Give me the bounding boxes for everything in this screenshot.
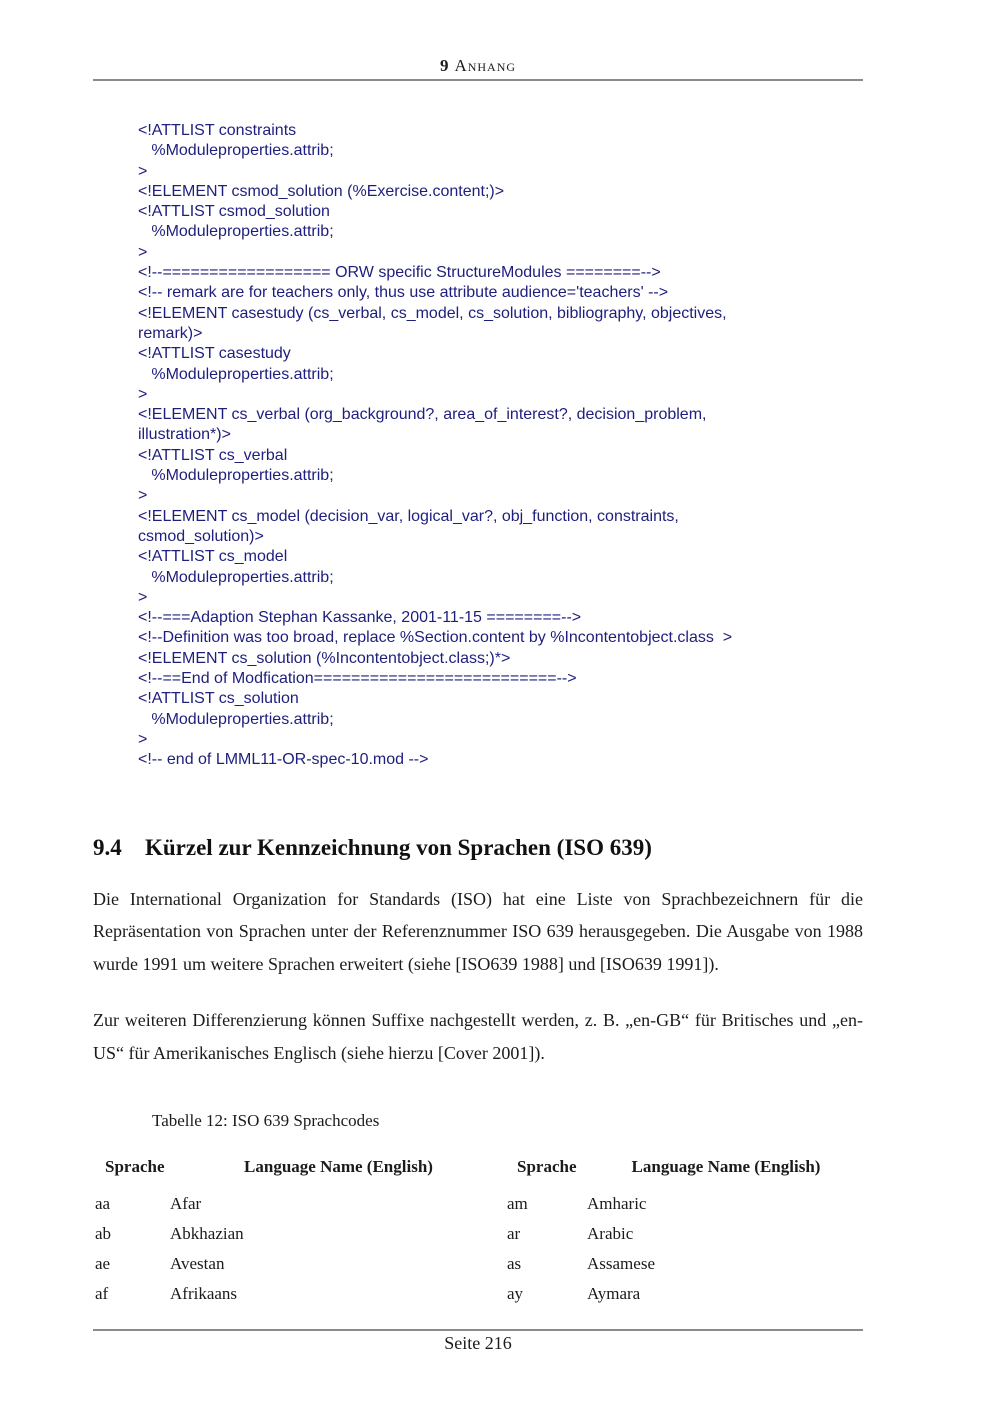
- language-code: aa: [95, 1194, 111, 1213]
- code-line: <!ELEMENT csmod_solution (%Exercise.content;)>: [138, 182, 505, 200]
- code-line: <!--================== ORW specific StructureModules ========-->: [138, 264, 661, 282]
- language-name: Afrikaans: [170, 1284, 238, 1303]
- code-line: <!--Definition was too broad, replace %Section.content by %Incontentobject.class >: [138, 629, 733, 647]
- code-line: remark)>: [138, 324, 203, 342]
- paragraph-iso-intro: Die International Organization for Standards (ISO) hat eine Liste von Sprachbezeichnern für die Repräsentation von Sprachen unter der Referenznummer ISO 639 herausgegeben. Die Ausgabe von 1988 wurde 1991 um weitere Sprachen erweitert (siehe [ISO639 1988] und [ISO639 1991]).: [93, 888, 863, 974]
- paragraph-suffix-note: Zur weiteren Differenzierung können Suffixe nachgestellt werden, z. B. „en-GB“ für Britisches und „en-US“ für Amerikanisches Englisch (siehe hierzu [Cover 2001]).: [93, 1010, 863, 1063]
- code-line: %Moduleproperties.attrib;: [138, 710, 334, 728]
- code-line: >: [138, 588, 148, 606]
- code-line: illustration*)>: [138, 426, 231, 444]
- code-line: <!ATTLIST csmod_solution: [138, 203, 330, 221]
- page-number: Seite 216: [444, 1333, 512, 1353]
- code-line: %Moduleproperties.attrib;: [138, 568, 334, 586]
- language-code: ay: [507, 1284, 524, 1303]
- language-code: ae: [95, 1254, 111, 1273]
- code-line: <!--==End of Modfication==========================-->: [138, 670, 577, 688]
- language-code: af: [95, 1284, 109, 1303]
- code-line: <!ELEMENT cs_model (decision_var, logical_var?, obj_function, constraints,: [138, 507, 679, 525]
- code-line: <!ELEMENT casestudy (cs_verbal, cs_model, cs_solution, bibliography, objectives,: [138, 304, 727, 322]
- code-block: [138, 121, 863, 771]
- language-name: Afar: [170, 1194, 202, 1213]
- code-line: <!--===Adaption Stephan Kassanke, 2001-11-15 ========-->: [138, 609, 582, 627]
- language-name: Arabic: [587, 1224, 634, 1243]
- code-line: >: [138, 162, 148, 180]
- code-line: <!ELEMENT cs_solution (%Incontentobject.class;)*>: [138, 649, 511, 667]
- code-line: <!ATTLIST cs_model: [138, 548, 288, 566]
- language-name: Abkhazian: [170, 1224, 244, 1243]
- language-name: Avestan: [170, 1254, 225, 1273]
- language-code: ar: [507, 1224, 521, 1243]
- language-code: am: [507, 1194, 528, 1213]
- code-line: csmod_solution)>: [138, 527, 264, 545]
- section-title: Kürzel zur Kennzeichnung von Sprachen (ISO 639): [145, 834, 652, 860]
- footer-rule: [93, 1329, 863, 1331]
- code-line: >: [138, 730, 148, 748]
- code-line: <!ATTLIST casestudy: [138, 345, 291, 363]
- code-line: <!-- end of LMML11-OR-spec-10.mod -->: [138, 751, 429, 769]
- code-line: %Moduleproperties.attrib;: [138, 223, 334, 241]
- code-line: <!-- remark are for teachers only, thus use attribute audience='teachers' -->: [138, 284, 669, 302]
- code-line: >: [138, 243, 148, 261]
- code-line: %Moduleproperties.attrib;: [138, 365, 334, 383]
- code-line: <!ELEMENT cs_verbal (org_background?, area_of_interest?, decision_problem,: [138, 406, 707, 424]
- language-code: as: [507, 1254, 522, 1273]
- chapter-number: 9: [439, 56, 449, 75]
- code-line: <!ATTLIST cs_solution: [138, 690, 299, 708]
- table-header-sprache-left: Sprache: [105, 1157, 165, 1176]
- running-header: [93, 0, 863, 81]
- language-name: Assamese: [587, 1254, 655, 1273]
- table-header-language-name-right: Language Name (English): [631, 1157, 821, 1176]
- page-footer: [93, 1329, 863, 1354]
- code-line: <!ATTLIST constraints: [138, 122, 297, 139]
- section-number: 9.4: [93, 834, 122, 860]
- code-line: >: [138, 385, 148, 403]
- chapter-title: Anhang: [454, 56, 517, 75]
- language-code-table: [95, 1157, 863, 1309]
- table-header-sprache-right: Sprache: [517, 1157, 577, 1176]
- section-heading: [93, 835, 863, 861]
- code-line: %Moduleproperties.attrib;: [138, 142, 334, 160]
- language-code: ab: [95, 1224, 112, 1243]
- code-line: >: [138, 487, 148, 505]
- table-caption: Tabelle 12: ISO 639 Sprachcodes: [152, 1111, 380, 1130]
- code-line: <!ATTLIST cs_verbal: [138, 446, 288, 464]
- table-header-language-name-left: Language Name (English): [244, 1157, 433, 1176]
- language-name: Amharic: [587, 1194, 647, 1213]
- language-name: Aymara: [587, 1284, 641, 1303]
- code-line: %Moduleproperties.attrib;: [138, 467, 334, 485]
